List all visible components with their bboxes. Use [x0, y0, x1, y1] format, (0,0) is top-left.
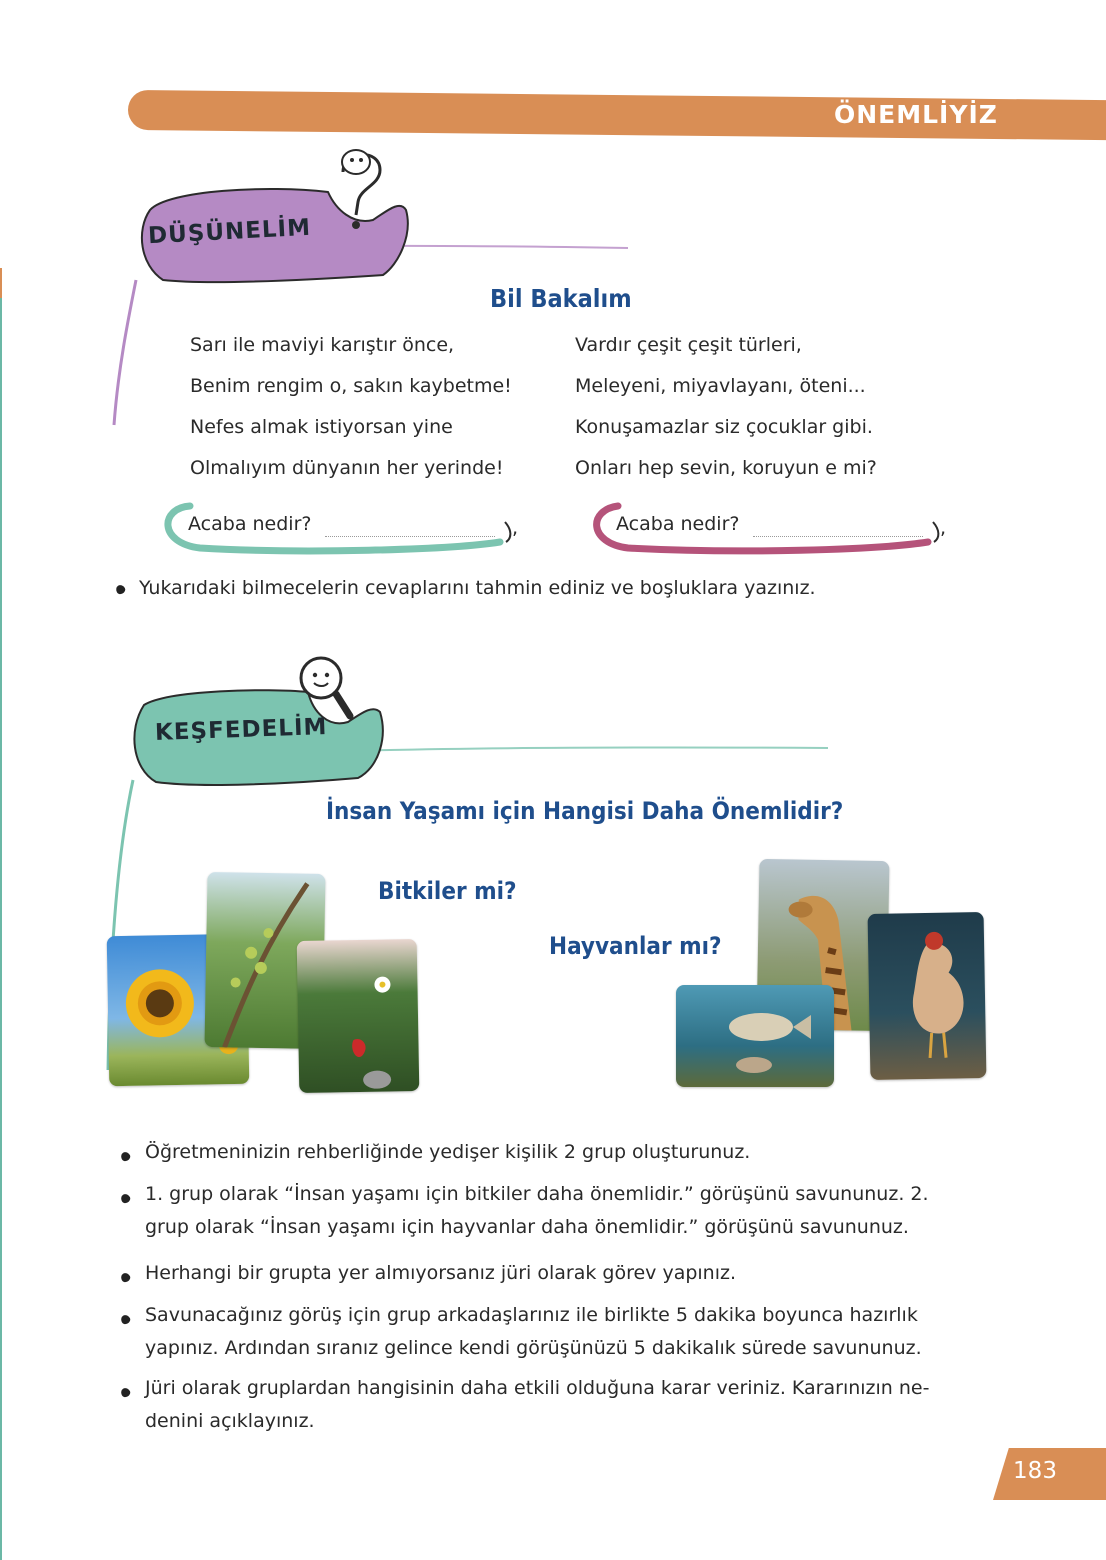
answer-blank-1[interactable] — [325, 536, 495, 537]
bullet-dot — [119, 1313, 131, 1325]
answer-label-2: Acaba nedir? — [616, 513, 740, 535]
fish-photo — [676, 985, 834, 1087]
option-animals: Hayvanlar mı? — [549, 932, 722, 960]
riddle-title: Bil Bakalım — [490, 284, 632, 313]
activity-line: Jüri olarak gruplardan hangisinin daha etkili olduğuna karar veriniz. Kararınızın ne- — [145, 1377, 930, 1399]
bullet-dot — [119, 1150, 131, 1162]
page-edge-line — [0, 268, 2, 1560]
activity-line: denini açıklayınız. — [145, 1410, 315, 1432]
riddle-right — [575, 334, 877, 498]
riddle-line: Onları hep sevin, koruyun e mi? — [575, 457, 877, 479]
activity-line: Öğretmeninizin rehberliğinde yedişer kişilik 2 grup oluşturunuz. — [145, 1141, 751, 1163]
option-plants: Bitkiler mi? — [378, 877, 517, 905]
answer-blank-2[interactable] — [753, 536, 923, 537]
activity-line: yapınız. Ardından sıranız gelince kendi görüşünüzü 5 dakikalık sürede savununuz. — [145, 1337, 922, 1359]
comma: , — [940, 517, 947, 539]
explore-title: İnsan Yaşamı için Hangisi Daha Önemlidir? — [326, 797, 844, 825]
bullet-dot — [119, 1192, 131, 1204]
riddle-line: Sarı ile maviyi karıştır önce, — [190, 334, 455, 356]
activity-line: Herhangi bir grupta yer almıyorsanız jüri olarak görev yapınız. — [145, 1262, 737, 1284]
activity-item — [145, 1299, 922, 1365]
bullet-dot — [119, 1271, 131, 1283]
page-number: 183 — [1013, 1458, 1057, 1484]
activity-line: grup olarak “İnsan yaşamı için hayvanlar daha önemlidir.” görüşünü savununuz. — [145, 1216, 909, 1238]
answer-label-1: Acaba nedir? — [188, 513, 312, 535]
activity-line: 1. grup olarak “İnsan yaşamı için bitkiler daha önemlidir.” görüşünü savununuz. 2. — [145, 1183, 929, 1205]
rooster-photo — [868, 912, 987, 1080]
strawberry-photo — [297, 939, 420, 1093]
riddle-line: Vardır çeşit çeşit türleri, — [575, 334, 802, 356]
riddle-instruction: Yukarıdaki bilmecelerin cevaplarını tahmin ediniz ve boşluklara yazınız. — [139, 577, 816, 599]
unit-title: ÖNEMLİYİZ — [834, 100, 998, 129]
dusunelim-label: DÜŞÜNELİM — [147, 214, 312, 250]
activity-item — [145, 1372, 929, 1438]
riddle-line: Benim rengim o, sakın kaybetme! — [190, 375, 512, 397]
kesfedelim-label: KEŞFEDELİM — [154, 713, 328, 747]
riddle-line: Olmalıyım dünyanın her yerinde! — [190, 457, 504, 479]
riddle-line: Meleyeni, miyavlayanı, öteni... — [575, 375, 866, 397]
page-edge-accent — [0, 268, 2, 298]
activity-item — [145, 1178, 929, 1244]
bullet-dot — [114, 583, 126, 595]
activity-line: Savunacağınız görüş için grup arkadaşlarınız ile birlikte 5 dakika boyunca hazırlık — [145, 1304, 918, 1326]
riddle-left — [190, 334, 512, 498]
comma: , — [512, 517, 519, 539]
riddle-line: Konuşamazlar siz çocuklar gibi. — [575, 416, 873, 438]
riddle-line: Nefes almak istiyorsan yine — [190, 416, 453, 438]
activity-item — [145, 1136, 750, 1169]
activity-item — [145, 1257, 736, 1290]
bullet-dot — [119, 1386, 131, 1398]
